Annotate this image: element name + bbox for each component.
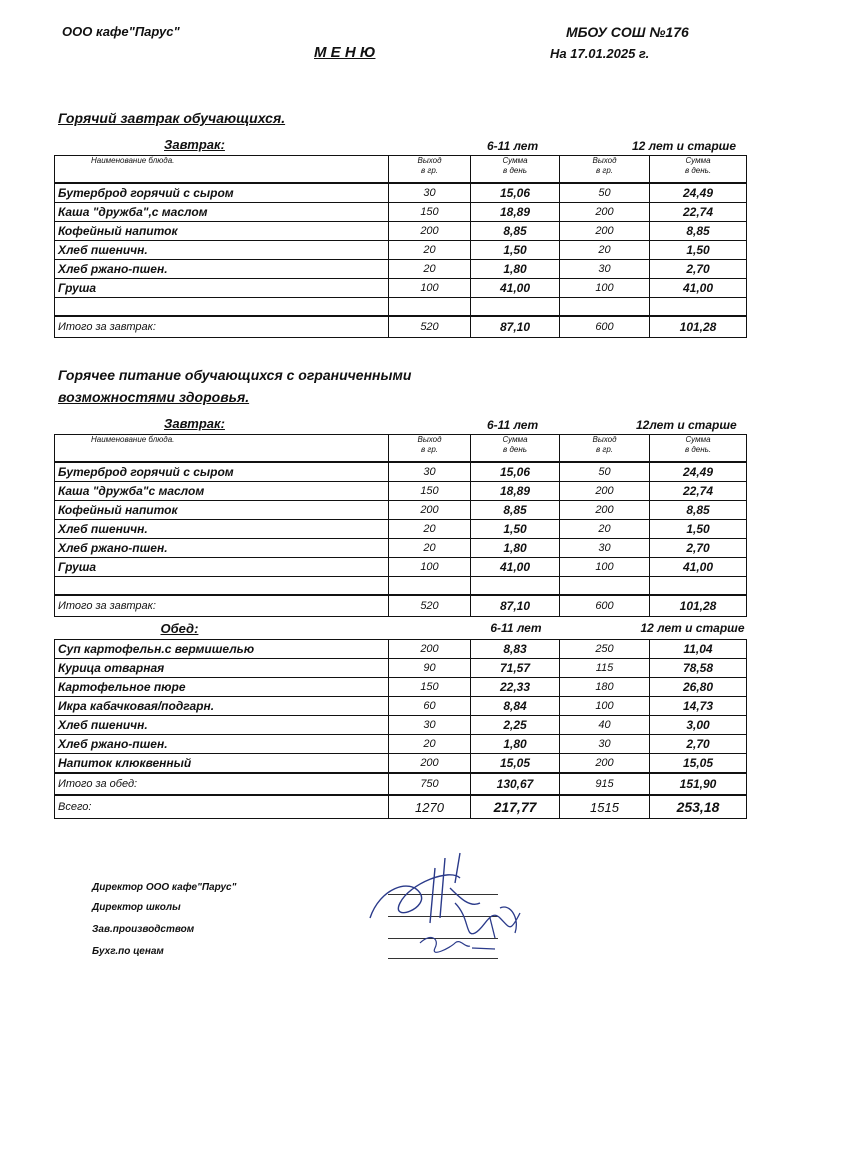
section1-meal: Завтрак: — [164, 137, 225, 152]
table-row: Каша "дружба"с маслом 150 18,89 200 22,74 — [55, 482, 747, 501]
grand-total-row: Всего: 1270 217,77 1515 253,18 — [55, 795, 747, 819]
table-row: Груша 100 41,00 100 41,00 — [55, 558, 747, 577]
page-title: М Е Н Ю — [314, 44, 376, 61]
table-row: Картофельное пюре 150 22,33 180 26,80 — [55, 678, 747, 697]
table-row: Напиток клюквенный 200 15,05 200 15,05 — [55, 754, 747, 774]
section1-age2: 12 лет и старше — [632, 139, 737, 153]
ovz-table — [54, 434, 747, 819]
table-row: Хлеб пшеничн. 20 1,50 20 1,50 — [55, 520, 747, 539]
table-row: Груша 100 41,00 100 41,00 — [55, 279, 747, 298]
total-row: Итого за завтрак: 520 87,10 600 101,28 — [55, 316, 747, 338]
col-out2-header: Выход в гр. — [560, 435, 650, 463]
table-row: Хлеб ржано-пшен. 20 1,80 30 2,70 — [55, 539, 747, 558]
breakfast-table — [54, 155, 747, 338]
table-row: Хлеб пшеничн. 20 1,50 20 1,50 — [55, 241, 747, 260]
col-sum2-header: Сумма в день. — [650, 156, 747, 184]
menu-date: На 17.01.2025 г. — [550, 46, 650, 61]
handwritten-signatures — [360, 848, 540, 968]
lunch-age1: 6-11 лет — [389, 617, 560, 640]
section1-title: Горячий завтрак обучающихся. — [58, 110, 286, 126]
signature-label-cafe-director: Директор ООО кафе"Парус" — [92, 882, 237, 893]
table-row: Каша "дружба",с маслом 150 18,89 200 22,74 — [55, 203, 747, 222]
table-row: Икра кабачковая/подгарн. 60 8,84 100 14,73 — [55, 697, 747, 716]
lunch-age2: 12 лет и старше — [560, 617, 747, 640]
col-out2-header: Выход в гр. — [560, 156, 650, 184]
table-row: Кофейный напиток 200 8,85 200 8,85 — [55, 222, 747, 241]
table-row: Хлеб ржано-пшен. 20 1,80 30 2,70 — [55, 735, 747, 754]
signature-label-school-director: Директор школы — [92, 902, 181, 913]
table-header — [55, 156, 747, 184]
lunch-meal: Обед: — [160, 620, 199, 636]
table-row: Курица отварная 90 71,57 115 78,58 — [55, 659, 747, 678]
section2-title-line1: Горячее питание обучающихся с ограниченными — [58, 367, 412, 383]
section2-age2: 12лет и старше — [636, 418, 737, 432]
col-out1-header: Выход в гр. — [389, 156, 471, 184]
table-row: Суп картофельн.с вермишелью 200 8,83 250 11,04 — [55, 640, 747, 659]
signature-label-accountant: Бухг.по ценам — [92, 946, 164, 957]
col-sum1-header: Сумма в день — [471, 156, 560, 184]
section2-title-line2: возможностями здоровья. — [58, 389, 250, 405]
table-row: Бутерброд горячий с сыром 30 15,06 50 24,49 — [55, 183, 747, 203]
table-header — [55, 435, 747, 463]
org-name: ООО кафе"Парус" — [62, 24, 180, 39]
table-row: Кофейный напиток 200 8,85 200 8,85 — [55, 501, 747, 520]
lunch-total-row: Итого за обед: 750 130,67 915 151,90 — [55, 773, 747, 795]
col-sum1-header: Сумма в день — [471, 435, 560, 463]
table-row: Бутерброд горячий с сыром 30 15,06 50 24,49 — [55, 462, 747, 482]
empty-row — [55, 577, 747, 596]
lunch-header-row — [55, 617, 747, 640]
table-row: Хлеб пшеничн. 30 2,25 40 3,00 — [55, 716, 747, 735]
table-row: Хлеб ржано-пшен. 20 1,80 30 2,70 — [55, 260, 747, 279]
col-out1-header: Выход в гр. — [389, 435, 471, 463]
section1-age1: 6-11 лет — [487, 139, 539, 153]
empty-row — [55, 298, 747, 317]
section2-meal: Завтрак: — [164, 416, 225, 431]
col-name-header: Наименование блюда. — [55, 435, 389, 463]
section2-age1: 6-11 лет — [487, 418, 539, 432]
total-row: Итого за завтрак: 520 87,10 600 101,28 — [55, 595, 747, 617]
col-name-header: Наименование блюда. — [55, 156, 389, 184]
school-name: МБОУ СОШ №176 — [566, 24, 689, 40]
col-sum2-header: Сумма в день. — [650, 435, 747, 463]
signature-label-production: Зав.производством — [92, 924, 195, 935]
